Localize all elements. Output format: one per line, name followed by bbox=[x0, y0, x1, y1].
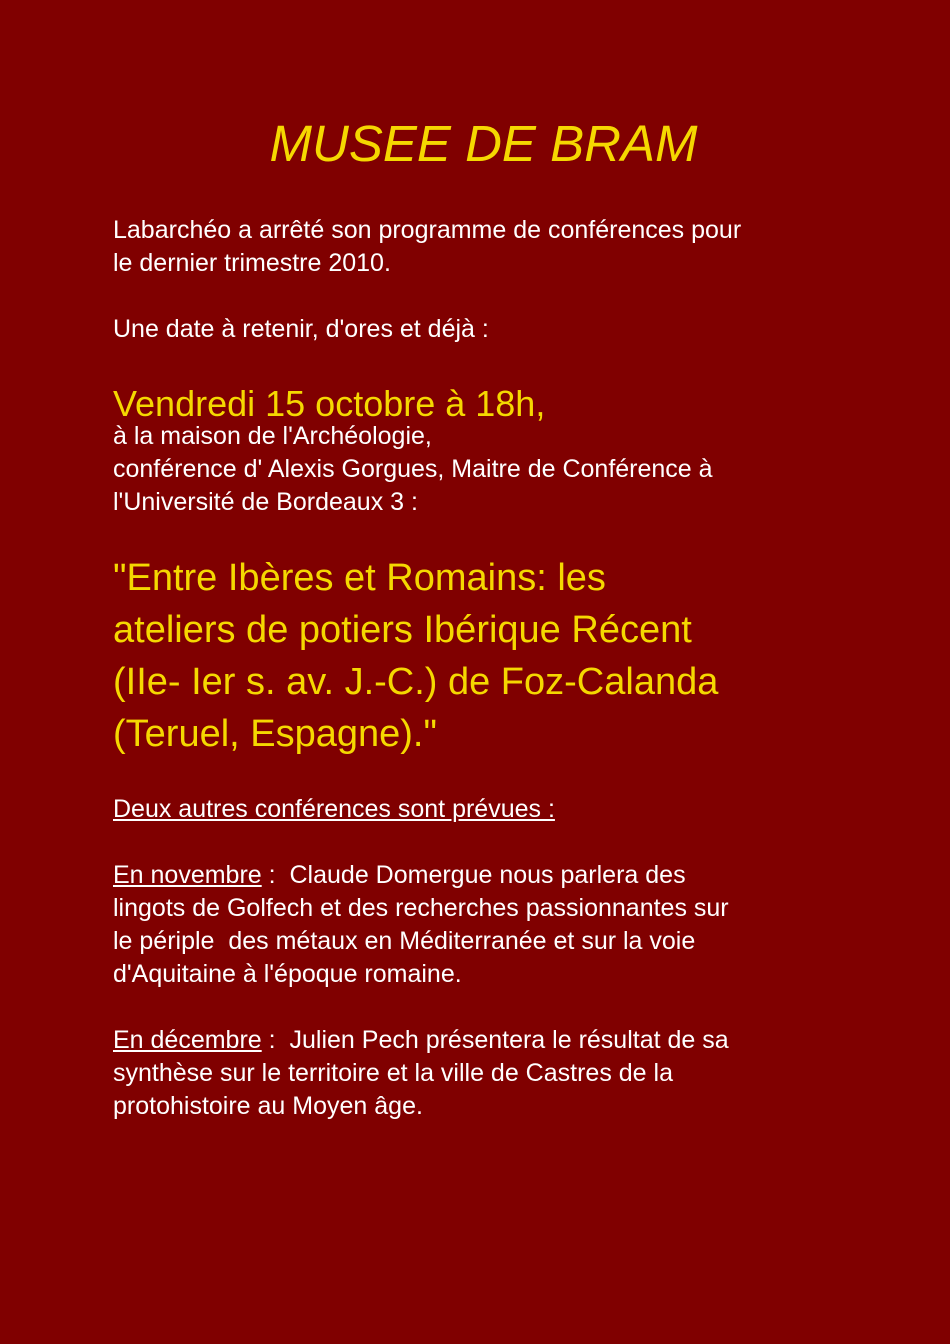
november-conference bbox=[113, 859, 860, 991]
talk-title-line-1: "Entre Ibères et Romains: les bbox=[113, 557, 606, 599]
november-separator: : bbox=[261, 861, 290, 889]
talk-title bbox=[113, 552, 860, 760]
december-line-2: synthèse sur le territoire et la ville de Castres de la bbox=[113, 1059, 673, 1087]
talk-title-line-2: ateliers de potiers Ibérique Récent bbox=[113, 609, 692, 651]
intro-line-1: Labarchéo a arrêté son programme de conférences pour bbox=[113, 216, 742, 244]
event-speaker-line-1: conférence d' Alexis Gorgues, Maitre de Conférence à bbox=[113, 455, 713, 483]
event-date: Vendredi 15 octobre à 18h, bbox=[113, 383, 546, 424]
december-line-1: Julien Pech présentera le résultat de sa bbox=[289, 1026, 729, 1054]
event-details bbox=[113, 420, 860, 519]
intro-line-2: le dernier trimestre 2010. bbox=[113, 249, 391, 277]
other-conferences-heading: Deux autres conférences sont prévues : bbox=[113, 795, 555, 823]
intro-paragraph bbox=[113, 214, 860, 280]
december-conference bbox=[113, 1024, 860, 1123]
november-line-4: d'Aquitaine à l'époque romaine. bbox=[113, 960, 462, 988]
page-title: MUSEE DE BRAM bbox=[269, 115, 698, 172]
november-label: En novembre bbox=[113, 861, 262, 889]
november-line-3: le périple des métaux en Méditerranée et sur la voie bbox=[113, 927, 696, 955]
november-line-1: Claude Domergue nous parlera des bbox=[289, 861, 686, 889]
december-separator: : bbox=[261, 1026, 290, 1054]
december-label: En décembre bbox=[113, 1026, 262, 1054]
december-line-3: protohistoire au Moyen âge. bbox=[113, 1092, 423, 1120]
event-venue: à la maison de l'Archéologie, bbox=[113, 422, 432, 450]
talk-title-line-3: (IIe- Ier s. av. J.-C.) de Foz-Calanda bbox=[113, 661, 719, 703]
event-speaker-line-2: l'Université de Bordeaux 3 : bbox=[113, 488, 418, 516]
save-the-date-text: Une date à retenir, d'ores et déjà : bbox=[113, 315, 489, 343]
november-line-2: lingots de Golfech et des recherches passionnantes sur bbox=[113, 894, 729, 922]
talk-title-line-4: (Teruel, Espagne)." bbox=[113, 713, 437, 755]
